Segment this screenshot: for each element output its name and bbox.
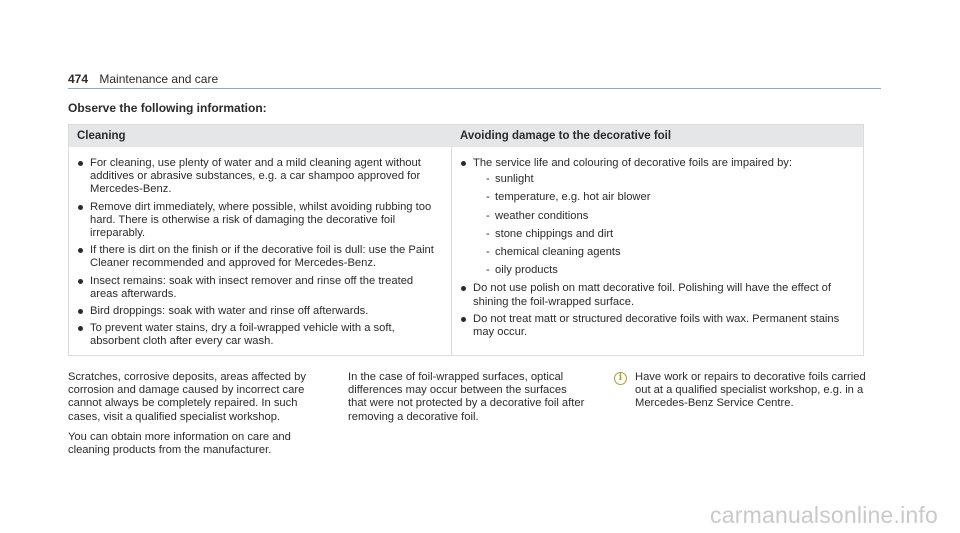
info-icon: i bbox=[614, 372, 627, 385]
header-divider bbox=[68, 88, 881, 89]
bottom-column-1 bbox=[68, 371, 324, 464]
page-header bbox=[68, 72, 218, 86]
list-item: For cleaning, use plenty of water and a mild cleaning agent without additives or abrasive substances, e.g. a car shampoo approved for Mercedes-Benz. bbox=[77, 157, 441, 197]
sublist-item: - sunlight bbox=[473, 173, 857, 186]
impairment-sublist bbox=[473, 173, 857, 277]
sublist-item: - oily products bbox=[473, 264, 857, 277]
paragraph: You can obtain more information on care and cleaning products from the manufacturer. bbox=[68, 430, 291, 457]
list-item-text: The service life and colouring of decorative foils are impaired by: bbox=[473, 157, 793, 169]
column-header-cleaning: Cleaning bbox=[77, 130, 126, 142]
info-note bbox=[614, 371, 874, 411]
list-item: Do not use polish on matt decorative foil. Polishing will have the effect of shining the foil-wrapped surface. bbox=[460, 282, 857, 308]
bottom-column-2 bbox=[348, 371, 588, 424]
section-title: Maintenance and care bbox=[99, 72, 219, 86]
watermark: carmanualsonline.info bbox=[710, 502, 938, 528]
list-item: Do not treat matt or structured decorative foils with wax. Permanent stains may occur. bbox=[460, 313, 857, 339]
list-item: Insect remains: soak with insect remover and rinse off the treated areas afterwards. bbox=[77, 275, 441, 301]
table-header-row bbox=[69, 125, 863, 147]
list-item: If there is dirt on the finish or if the decorative foil is dull: use the Paint Cleaner recommended and approved for Mercedes-Benz. bbox=[77, 244, 441, 270]
column-header-avoiding-damage: Avoiding damage to the decorative foil bbox=[460, 130, 672, 142]
intro-heading: Observe the following information: bbox=[68, 101, 267, 115]
note-text: Have work or repairs to decorative foils carried out at a qualified specialist workshop, e.g. in a Mercedes-Benz Service Centre. bbox=[635, 371, 866, 410]
sublist-item: - chemical cleaning agents bbox=[473, 246, 857, 259]
sublist-item: - weather conditions bbox=[473, 210, 857, 223]
sublist-item: - stone chippings and dirt bbox=[473, 228, 857, 241]
avoiding-damage-list bbox=[460, 157, 857, 339]
page-number: 474 bbox=[68, 72, 89, 86]
bottom-column-3 bbox=[614, 371, 874, 411]
list-item: Bird droppings: soak with water and rinse off afterwards. bbox=[77, 305, 441, 318]
cleaning-list bbox=[77, 157, 441, 349]
care-table bbox=[68, 124, 864, 356]
table-body bbox=[69, 147, 863, 355]
paragraph: In the case of foil-wrapped surfaces, optical differences may occur between the surfaces that were not protected by a decorative foil after removing a decorative foil. bbox=[348, 371, 585, 423]
paragraph: Scratches, corrosive deposits, areas affected by corrosion and damage caused by incorrect care cannot always be completely repaired. In such cases, visit a qualified specialist workshop. bbox=[68, 371, 306, 423]
list-item: Remove dirt immediately, where possible, whilst avoiding rubbing too hard. There is otherwise a risk of damaging the decorative foil irreparably. bbox=[77, 201, 441, 241]
cleaning-column bbox=[69, 147, 452, 355]
list-item: To prevent water stains, dry a foil-wrapped vehicle with a soft, absorbent cloth after every car wash. bbox=[77, 322, 441, 348]
avoiding-damage-column bbox=[452, 147, 863, 355]
sublist-item: - temperature, e.g. hot air blower bbox=[473, 191, 857, 204]
list-item bbox=[460, 157, 857, 277]
